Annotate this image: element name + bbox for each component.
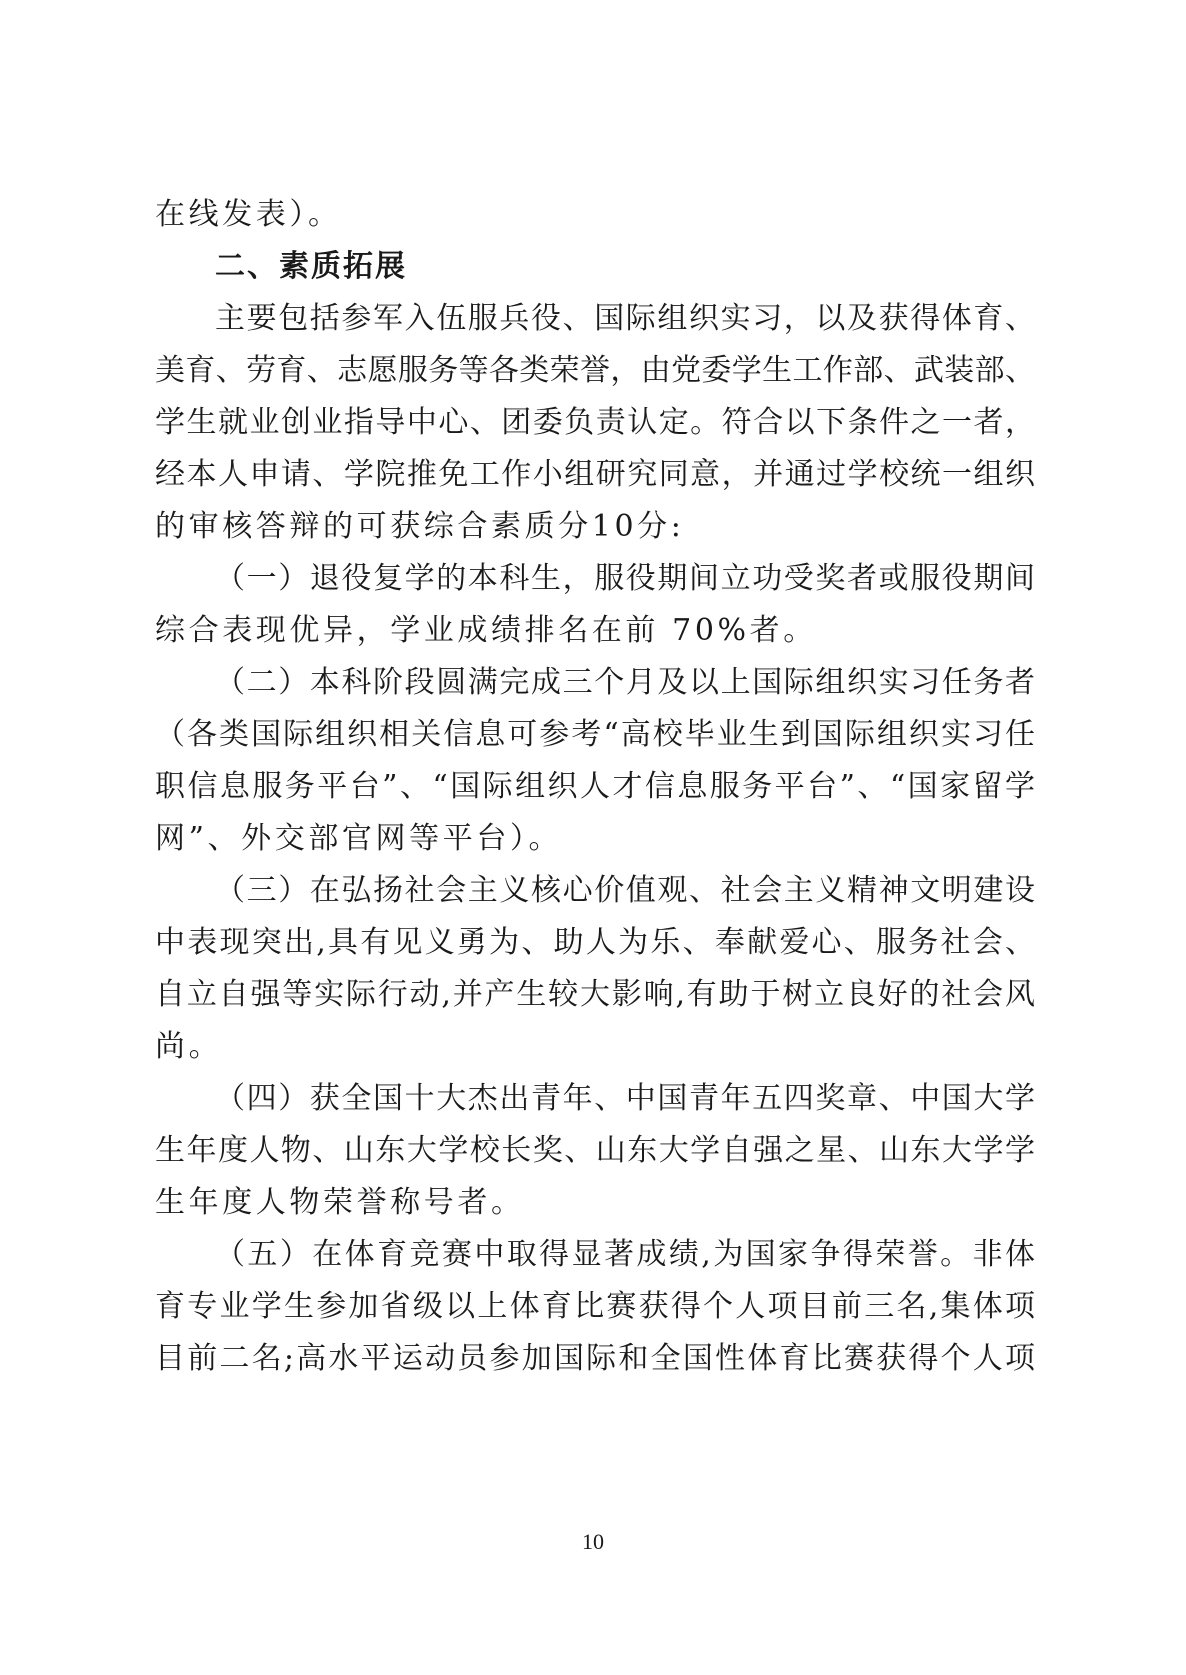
body-line: 美育、劳育、志愿服务等各类荣誉，由党委学生工作部、武装部、 [155, 353, 1035, 388]
body-line: 主要包括参军入伍服兵役、国际组织实习，以及获得体育、 [215, 301, 1035, 336]
item-1-line: 综合表现优异，学业成绩排名在前 70%者。 [155, 613, 817, 648]
item-2-line: 职信息服务平台”、“国际组织人才信息服务平台”、“国家留学 [155, 769, 1035, 804]
item-4-line: 生年度人物、山东大学校长奖、山东大学自强之星、山东大学学 [155, 1133, 1035, 1168]
item-5-line: 育专业学生参加省级以上体育比赛获得个人项目前三名,集体项 [155, 1289, 1035, 1324]
continuation-line: 在线发表）。 [155, 197, 342, 232]
item-4-line: 生年度人物荣誉称号者。 [155, 1185, 525, 1220]
page-number: 10 [582, 1529, 604, 1554]
body-line: 经本人申请、学院推免工作小组研究同意，并通过学校统一组织 [155, 457, 1035, 492]
item-5-line: （五）在体育竞赛中取得显著成绩,为国家争得荣誉。非体 [215, 1237, 1035, 1272]
item-1-line: （一）退役复学的本科生，服役期间立功受奖者或服役期间 [215, 561, 1035, 596]
item-3-line: （三）在弘扬社会主义核心价值观、社会主义精神文明建设 [215, 873, 1035, 908]
item-3-line: 中表现突出,具有见义勇为、助人为乐、奉献爱心、服务社会、 [155, 925, 1035, 960]
item-2-line: （各类国际组织相关信息可参考“高校毕业生到国际组织实习任 [155, 717, 1035, 752]
item-3-line: 自立自强等实际行动,并产生较大影响,有助于树立良好的社会风 [155, 977, 1035, 1012]
body-line: 的审核答辩的可获综合素质分10分: [155, 509, 685, 544]
item-4-line: （四）获全国十大杰出青年、中国青年五四奖章、中国大学 [215, 1081, 1035, 1116]
item-2-line: （二）本科阶段圆满完成三个月及以上国际组织实习任务者 [215, 665, 1035, 700]
item-3-line: 尚。 [155, 1029, 223, 1064]
body-line: 学生就业创业指导中心、团委负责认定。符合以下条件之一者， [155, 405, 1035, 440]
item-5-line: 目前二名;高水平运动员参加国际和全国性体育比赛获得个人项 [155, 1341, 1035, 1376]
section-heading: 二、素质拓展 [215, 249, 407, 284]
item-2-line: 网”、外交部官网等平台）。 [155, 821, 563, 856]
